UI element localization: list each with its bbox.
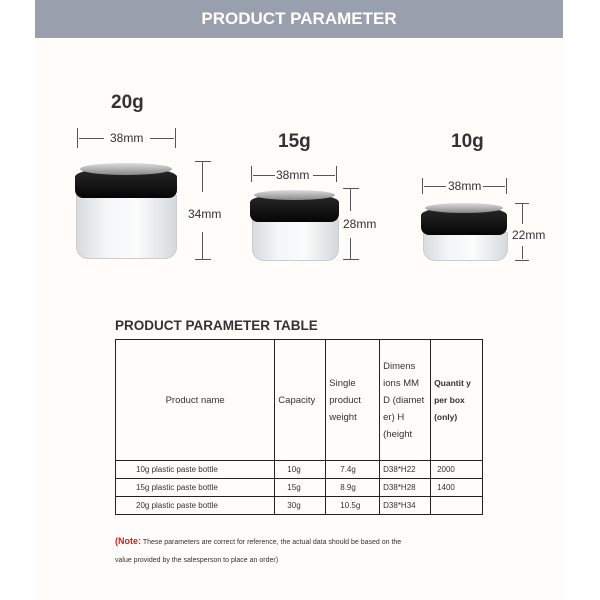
capacity-label-10g: 10g [451, 131, 484, 152]
dim-tick [506, 178, 507, 194]
header-dimensions: Dimens ions MM D (diamet er) H (height [380, 340, 431, 461]
capacity-label-15g: 15g [278, 131, 311, 152]
dim-tick [195, 161, 211, 162]
cell-dimensions: D38*H28 [380, 479, 431, 497]
jar-body-10g [423, 232, 508, 261]
header-quantity: Quantit y per box (only) [431, 340, 483, 461]
parameter-table [115, 339, 483, 515]
dim-line [79, 138, 104, 139]
note-label: Note: [118, 536, 141, 546]
dim-line [150, 138, 174, 139]
dim-tick [251, 166, 252, 182]
dim-line [522, 246, 523, 259]
dim-line [350, 189, 351, 211]
header-weight: Single product weight [326, 340, 380, 461]
dim-tick [77, 128, 78, 148]
dim-tick [343, 188, 359, 189]
dim-tick [422, 178, 423, 194]
diameter-label-20g: 38mm [110, 131, 144, 145]
cell-dimensions: D38*H34 [380, 497, 431, 515]
table-row [116, 461, 483, 479]
dim-line [424, 186, 446, 187]
diameter-label-15g: 38mm [276, 168, 310, 182]
jar-body-15g [252, 219, 339, 261]
header-capacity: Capacity [275, 340, 326, 461]
dim-line [350, 238, 351, 259]
dim-line [202, 162, 203, 192]
cell-capacity: 30g [275, 497, 326, 515]
jar-lid-top-15g [254, 190, 335, 200]
note-paren: ( [115, 536, 118, 546]
dim-line [522, 204, 523, 224]
jar-body-20g [76, 195, 177, 259]
page-title: PRODUCT PARAMETER [201, 9, 397, 28]
jar-lid-top-20g [80, 163, 172, 175]
cell-weight: 10.5g [326, 497, 380, 515]
cell-product-name: 20g plastic paste bottle [116, 497, 275, 515]
table-row [116, 497, 483, 515]
cell-quantity: 1400 [431, 479, 483, 497]
cell-weight: 7.4g [326, 461, 380, 479]
cell-capacity: 10g [275, 461, 326, 479]
dim-line [253, 175, 275, 176]
header-banner [35, 0, 563, 38]
dim-line [313, 175, 335, 176]
cell-product-name: 10g plastic paste bottle [116, 461, 275, 479]
table-header-row [116, 340, 483, 461]
cell-quantity: 2000 [431, 461, 483, 479]
dim-line [483, 186, 505, 187]
note-text: These parameters are correct for reference, the actual data should be based on the value provided by the salesperson to place an order) [115, 539, 402, 564]
height-label-15g: 28mm [343, 217, 377, 231]
table-row [116, 479, 483, 497]
cell-product-name: 15g plastic paste bottle [116, 479, 275, 497]
dim-line [202, 232, 203, 259]
cell-dimensions: D38*H22 [380, 461, 431, 479]
table-title: PRODUCT PARAMETER TABLE [115, 318, 318, 333]
dim-tick [343, 259, 359, 260]
dim-tick [336, 166, 337, 182]
dim-tick [195, 259, 211, 260]
disclaimer-note [115, 532, 415, 570]
capacity-label-20g: 20g [111, 92, 144, 113]
cell-weight: 8.9g [326, 479, 380, 497]
cell-quantity [431, 497, 483, 515]
cell-capacity: 15g [275, 479, 326, 497]
height-label-20g: 34mm [188, 207, 222, 221]
header-product-name: Product name [116, 340, 275, 461]
jar-lid-top-10g [425, 203, 503, 213]
diameter-label-10g: 38mm [448, 179, 482, 193]
dim-tick [515, 260, 529, 261]
height-label-10g: 22mm [512, 228, 546, 242]
dim-tick [175, 128, 176, 148]
